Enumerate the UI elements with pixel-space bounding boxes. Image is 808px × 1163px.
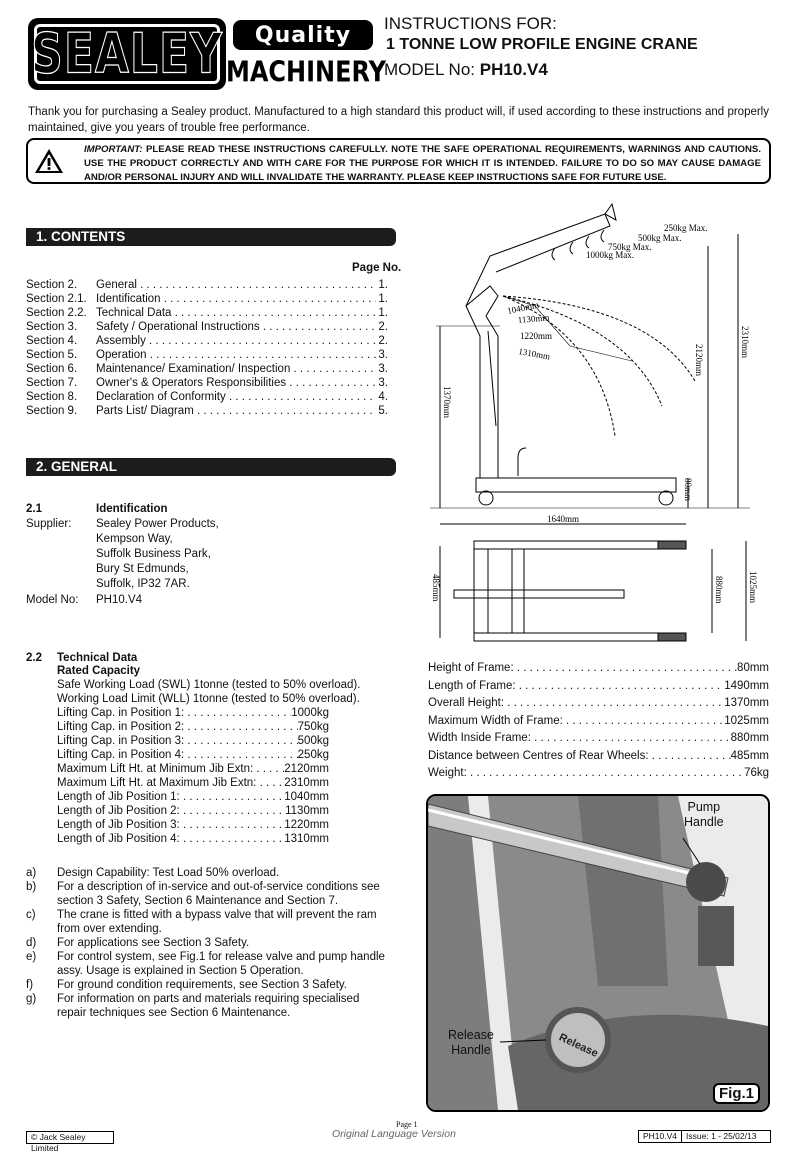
spec-value: 750kg — [297, 721, 329, 733]
contents-page: 3. — [378, 349, 388, 361]
contents-page: 3. — [378, 377, 388, 389]
note-marker: a) — [26, 867, 37, 879]
release-handle-label: Release Handle — [448, 1028, 494, 1057]
note-marker: b) — [26, 881, 37, 893]
jib-length-label: 1220mm — [520, 331, 553, 341]
frame-spec-row — [428, 750, 769, 764]
frame-spec-key: Overall Height: . . . — [428, 697, 724, 711]
note-item — [26, 992, 386, 1020]
cap-label: 250kg Max. — [664, 223, 708, 233]
swl-line: Safe Working Load (SWL) 1tonne (tested to 50% overload). — [57, 679, 361, 691]
spec-value: 1220mm — [284, 819, 329, 831]
ident-number: 2.1 — [26, 503, 42, 515]
contents-page: 1. — [378, 279, 388, 291]
length-label: 1640mm — [547, 514, 580, 524]
contents-title: Maintenance/ Examination/ Inspection . . . — [96, 363, 376, 377]
pump-release-illustration — [428, 796, 768, 1110]
header-line1: INSTRUCTIONS FOR: — [384, 14, 557, 33]
contents-row — [26, 293, 388, 307]
contents-sec: Section 2. — [26, 279, 78, 291]
wheel-centres-label: 485mm — [431, 574, 441, 602]
warning-triangle-icon — [34, 148, 64, 174]
contents-title: Parts List/ Diagram . . . — [96, 405, 376, 419]
contents-row — [26, 335, 388, 349]
frame-spec-row — [428, 732, 769, 746]
contents-row — [26, 321, 388, 335]
model-label: Model No: — [26, 594, 79, 606]
supplier-line: Bury St Edmunds, — [96, 563, 189, 575]
spec-row — [57, 749, 329, 763]
inside-width-label: 880mm — [714, 576, 724, 604]
frame-spec-row — [428, 662, 769, 676]
frame-spec-key: Distance between Centres of Rear Wheels: . . . — [428, 750, 731, 764]
crane-mast — [466, 286, 498, 478]
spec-value: 2310mm — [284, 777, 329, 789]
contents-page: 2. — [378, 321, 388, 333]
supplier-line: Suffolk Business Park, — [96, 548, 211, 560]
note-marker: c) — [26, 909, 36, 921]
contents-sec: Section 9. — [26, 405, 78, 417]
lower-hook-icon — [518, 448, 526, 476]
contents-row — [26, 391, 388, 405]
general-heading: 2. GENERAL — [26, 458, 396, 476]
contents-page: 2. — [378, 335, 388, 347]
contents-sec: Section 5. — [26, 349, 78, 361]
contents-row — [26, 363, 388, 377]
fig1-photo — [426, 794, 770, 1112]
overall-height-label: 1370mm — [442, 386, 452, 419]
contents-page: 3. — [378, 363, 388, 375]
frame-spec-row — [428, 680, 769, 694]
height-min-label: 2120mm — [694, 344, 704, 377]
frame-spec-key: Length of Frame: . . . — [428, 680, 724, 694]
spec-key: Lifting Cap. in Position 3: . . . — [57, 735, 298, 749]
jib-length-label: 1130mm — [517, 312, 550, 325]
contents-sec: Section 4. — [26, 335, 78, 347]
logo-quality-badge: Quality — [233, 20, 373, 50]
cap-label: 750kg Max. — [608, 242, 652, 252]
plan-left-leg — [474, 633, 684, 641]
note-marker: d) — [26, 937, 37, 949]
header-model: MODEL No: PH10.V4 — [384, 60, 548, 79]
footer-issue-box — [638, 1130, 771, 1143]
contents-sec: Section 8. — [26, 391, 78, 403]
contents-title: Assembly . . . — [96, 335, 376, 349]
spec-key: Maximum Lift Ht. at Maximum Jib Extn: . . . — [57, 777, 284, 791]
frame-spec-key: Maximum Width of Frame: . . . — [428, 715, 724, 729]
logo-sealey-badge — [28, 18, 226, 90]
fig-label: Fig.1 — [713, 1083, 760, 1104]
contents-row — [26, 349, 388, 363]
logo-machinery-text: MACHINERY — [225, 55, 387, 89]
jib-length-label: 1310mm — [517, 346, 551, 362]
spec-key: Length of Jib Position 1: . . . — [57, 791, 284, 805]
front-wheel-icon — [659, 491, 673, 505]
contents-row — [26, 307, 388, 321]
note-text: For ground condition requirements, see Section 3 Safety. — [57, 979, 348, 991]
frame-spec-row — [428, 697, 769, 711]
ident-title: Identification — [96, 503, 168, 515]
spec-value: 1000kg — [291, 707, 329, 719]
note-text: For control system, see Fig.1 for release valve and pump handle assy. Usage is explained in Section 5 Operation. — [57, 951, 385, 977]
spec-row — [57, 819, 329, 833]
footer-issue: Issue: 1 - 25/02/13 — [686, 1131, 757, 1141]
knob-text: Release — [557, 1031, 600, 1060]
frame-spec-row — [428, 767, 769, 781]
note-text: For applications see Section 3 Safety. — [57, 937, 250, 949]
contents-sec: Section 7. — [26, 377, 78, 389]
footer-copyright: © Jack Sealey Limited — [26, 1131, 114, 1144]
supplier-line: Sealey Power Products, — [96, 518, 219, 530]
contents-title: Technical Data . . . — [96, 307, 376, 321]
spec-key: Lifting Cap. in Position 1: . . . — [57, 707, 291, 721]
spec-value: 500kg — [297, 735, 329, 747]
frame-spec-value: 485mm — [730, 749, 769, 762]
frame-spec-row — [428, 715, 769, 729]
crane-dimension-diagram — [400, 196, 790, 656]
note-marker: g) — [26, 993, 37, 1005]
cap-label: 1000kg Max. — [586, 250, 634, 260]
note-marker: f) — [26, 979, 34, 991]
rear-wheel-icon — [479, 491, 493, 505]
height-max-label: 2310mm — [740, 326, 750, 359]
note-item — [26, 880, 386, 908]
pump-handle-label: Pump Handle — [684, 800, 724, 829]
spec-value: 1130mm — [285, 805, 329, 817]
contents-page: 5. — [378, 405, 388, 417]
frame-spec-value: 1490mm — [724, 679, 769, 692]
tech-title: Technical Data — [57, 652, 138, 664]
note-item — [26, 908, 386, 936]
frame-spec-key: Height of Frame: . . . — [428, 662, 737, 676]
contents-title: General . . . — [96, 279, 376, 293]
note-item — [26, 978, 386, 992]
sealey-logo — [28, 18, 387, 90]
supplier-line: Kempson Way, — [96, 533, 173, 545]
spec-key: Length of Jib Position 3: . . . — [57, 819, 284, 833]
warning-text: PLEASE READ THESE INSTRUCTIONS CAREFULLY. NOTE THE SAFE OPERATIONAL REQUIREMENTS, WARNINGS AND CAUTIONS. USE THE PRODUCT CORRECTLY AND WITH CARE FOR THE PURPOSE FOR WHICH IT IS INTENDED. FAILURE TO DO SO MAY CAUSE DAMAGE AND/OR PERSONAL INJURY AND WILL INVALIDATE THE WARRANTY. PLEASE KEEP INSTRUCTIONS SAFE FOR FUTURE USE. — [84, 144, 762, 183]
note-item — [26, 950, 386, 978]
frame-spec-key: Weight: . . . — [428, 767, 744, 781]
spec-row — [57, 833, 329, 847]
footer-language: Original Language Version — [332, 1128, 456, 1140]
spec-row — [57, 707, 329, 721]
cap-label: 500kg Max. — [638, 233, 682, 243]
crane-jib — [466, 214, 610, 306]
note-text: For a description of in-service and out-of-service conditions see section 3 Safety, Section 6 Maintenance and Section 7. — [57, 881, 380, 907]
spec-key: Length of Jib Position 4: . . . — [57, 833, 284, 847]
max-width-label: 1025mm — [748, 571, 758, 604]
contents-row — [26, 279, 388, 293]
contents-title: Declaration of Conformity . . . — [96, 391, 376, 405]
footer-model: PH10.V4 — [639, 1131, 682, 1142]
supplier-line: Suffolk, IP32 7AR. — [96, 578, 190, 590]
footer-page: Page 1 — [396, 1120, 418, 1129]
hydraulic-ram — [488, 331, 496, 426]
frame-spec-value: 80mm — [737, 662, 769, 674]
spec-key: Lifting Cap. in Position 2: . . . — [57, 721, 298, 735]
note-item — [26, 936, 386, 950]
supplier-label: Supplier: — [26, 518, 72, 530]
spec-value: 2120mm — [284, 763, 329, 775]
rated-capacity-title: Rated Capacity — [57, 665, 141, 677]
spec-value: 1310mm — [284, 833, 329, 845]
contents-row — [26, 377, 388, 391]
spec-row — [57, 791, 329, 805]
wll-line: Working Load Limit (WLL) 1tonne (tested to 50% overload). — [57, 693, 360, 705]
warning-box — [26, 138, 771, 184]
contents-sec: Section 2.2. — [26, 307, 87, 319]
spec-row — [57, 777, 329, 791]
contents-row — [26, 405, 388, 419]
note-marker: e) — [26, 951, 37, 963]
contents-title: Operation . . . — [96, 349, 376, 363]
crane-base-frame — [476, 478, 676, 492]
note-item — [26, 866, 386, 880]
jib-length-label: 1040mm — [506, 299, 540, 316]
warning-lead: IMPORTANT: — [84, 144, 143, 155]
spec-key: Maximum Lift Ht. at Minimum Jib Extn: . . . — [57, 763, 284, 777]
spec-value: 250kg — [297, 749, 329, 761]
intro-text: Thank you for purchasing a Sealey product. Manufactured to a high standard this product will, if used according to these instructions and properly maintained, give you years of trouble free performance. — [28, 106, 769, 134]
contents-page: 1. — [378, 307, 388, 319]
frame-height-label: 80mm — [683, 478, 693, 502]
contents-sec: Section 6. — [26, 363, 78, 375]
spec-key: Length of Jib Position 2: . . . — [57, 805, 285, 819]
contents-heading: 1. CONTENTS — [26, 228, 396, 246]
contents-sec: Section 2.1. — [26, 293, 87, 305]
plan-rear-bar — [474, 549, 488, 633]
spec-key: Lifting Cap. in Position 4: . . . — [57, 749, 298, 763]
frame-spec-value: 880mm — [730, 732, 769, 744]
frame-spec-key: Width Inside Frame: . . . — [428, 732, 731, 746]
plan-mast-plate — [512, 549, 524, 633]
frame-spec-value: 1025mm — [724, 714, 769, 727]
spec-row — [57, 735, 329, 749]
page-no-label: Page No. — [352, 262, 402, 274]
plan-right-leg — [474, 541, 684, 549]
note-text: The crane is fitted with a bypass valve that will prevent the ram from over extending. — [57, 909, 377, 935]
model-value: PH10.V4 — [96, 594, 143, 606]
frame-spec-value: 1370mm — [724, 697, 769, 709]
spec-row — [57, 763, 329, 777]
contents-page: 1. — [378, 293, 388, 305]
note-text: Design Capability: Test Load 50% overload. — [57, 867, 280, 879]
contents-title: Identification . . . — [96, 293, 376, 307]
contents-title: Owner's & Operators Responsibilities . . . — [96, 377, 376, 391]
contents-title: Safety / Operational Instructions . . . — [96, 321, 376, 335]
tech-number: 2.2 — [26, 652, 42, 664]
spec-row — [57, 805, 329, 819]
plan-jib — [454, 590, 624, 598]
contents-sec: Section 3. — [26, 321, 78, 333]
note-text: For information on parts and materials requiring specialised repair techniques see Section 6 Maintenance. — [57, 993, 360, 1019]
spec-value: 1040mm — [284, 791, 329, 803]
frame-spec-value: 76kg — [744, 767, 769, 779]
header-product-title: 1 TONNE LOW PROFILE ENGINE CRANE — [386, 36, 698, 53]
contents-page: 4. — [378, 391, 388, 403]
spec-row — [57, 721, 329, 735]
logo-brand-text: SEALEY — [31, 22, 223, 86]
